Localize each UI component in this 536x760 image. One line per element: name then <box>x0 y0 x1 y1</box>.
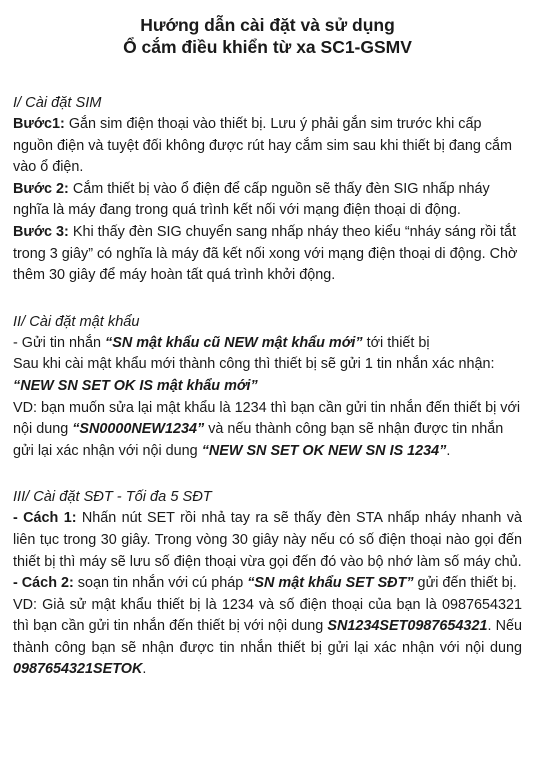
password-example-command: “SN0000NEW1234” <box>72 421 205 438</box>
password-example-reply: “NEW SN SET OK NEW SN IS 1234” <box>201 442 447 459</box>
method-1 <box>13 508 522 573</box>
method-2-prefix: soạn tin nhắn với cú pháp <box>73 575 248 592</box>
phone-example-command: SN1234SET0987654321 <box>327 618 488 635</box>
spacer <box>13 462 522 486</box>
step-2-label: Bước 2: <box>13 180 69 197</box>
section-heading-sim: I/ Cài đặt SIM <box>13 95 102 111</box>
method-2-label: - Cách 2: <box>13 575 74 592</box>
password-example <box>13 398 522 463</box>
phone-example-mid: . Nếu thành công bạn sẽ nhận được tin nhắn thiết bị gửi lại xác nhận với nội dung <box>13 618 522 656</box>
step-3-label: Bước 3: <box>13 223 69 240</box>
method-2-command: “SN mật khẩu SET SĐT” <box>247 575 414 592</box>
password-example-mid: và nếu thành công bạn sẽ nhận được tin nhắn gửi lại xác nhận với nội dung <box>13 421 504 459</box>
phone-example-prefix: VD: Giả sử mật khẩu thiết bị là 1234 và số điện thoại của bạn là 0987654321 thì bạn cần gửi tin nhắn đến thiết bị với nội dung <box>13 596 522 635</box>
step-1-text: Gắn sim điện thoại vào thiết bị. Lưu ý phải gắn sim trước khi cấp nguồn điện và tuyệt đối không được rút hay cắm sim sau khi thiết bị đang cắm vào ổ điện. <box>13 116 513 176</box>
title-line-1: Hướng dẫn cài đặt và sử dụng <box>140 15 395 35</box>
step-1 <box>13 114 522 179</box>
password-command: “SN mật khẩu cũ NEW mật khẩu mới” <box>105 334 363 351</box>
password-instruction-suffix: tới thiết bị <box>362 334 430 351</box>
section-phone-setup <box>13 486 522 681</box>
section-heading-password: II/ Cài đặt mật khẩu <box>13 313 140 330</box>
spacer <box>13 287 522 311</box>
section-password-setup <box>13 311 522 463</box>
password-example-end: . <box>446 442 451 459</box>
phone-example-reply: 0987654321SETOK <box>13 661 143 678</box>
step-1-label: Bước1: <box>13 116 65 132</box>
step-2 <box>13 179 522 222</box>
method-2-suffix: gửi đến thiết bị. <box>413 575 517 592</box>
phone-example-end: . <box>142 661 147 678</box>
title-line-2: Ổ cắm điều khiển từ xa SC1-GSMV <box>123 37 412 57</box>
step-3-text: Khi thấy đèn SIG chuyển sang nhấp nháy theo kiểu “nháy sáng rồi tắt trong 3 giây” có nghĩa là máy đã kết nối xong với mạng điện thoại di động. Chờ thêm 30 giây để máy hoàn tất quá trình khởi động. <box>13 223 518 284</box>
password-confirm-message: “NEW SN SET OK IS mật khẩu mới” <box>13 377 258 394</box>
spacer <box>13 58 522 92</box>
password-confirm-note: Sau khi cài mật khẩu mới thành công thì thiết bị sẽ gửi 1 tin nhắn xác nhận: <box>13 356 495 373</box>
password-instruction-prefix: - Gửi tin nhắn <box>13 334 106 351</box>
password-instruction <box>13 333 522 355</box>
section-sim-setup <box>13 92 522 287</box>
document-title <box>13 14 522 58</box>
password-example-prefix: VD: bạn muốn sửa lại mật khẩu là 1234 thì bạn cần gửi tin nhắn đến thiết bị với nội dung <box>13 399 521 438</box>
step-2-text: Cắm thiết bị vào ổ điện để cấp nguồn sẽ thấy đèn SIG nhấp nháy nghĩa là máy đang trong quá trình kết nối với mạng điện thoại di động. <box>13 180 490 219</box>
method-1-text: Nhấn nút SET rồi nhả tay ra sẽ thấy đèn STA nhấp nháy nhanh và liên tục trong 30 giây. Trong vòng 30 giây này nếu có số điện thoại nào gọi đến thiết bị thì máy sẽ lưu số điện thoại vừa gọi đến đó vào bộ nhớ làm số máy chủ. <box>13 510 522 570</box>
section-heading-phone: III/ Cài đặt SĐT - Tối đa 5 SĐT <box>13 489 212 506</box>
method-1-label: - Cách 1: <box>13 510 77 527</box>
phone-example <box>13 595 522 681</box>
step-3 <box>13 222 522 287</box>
method-2 <box>13 573 522 595</box>
